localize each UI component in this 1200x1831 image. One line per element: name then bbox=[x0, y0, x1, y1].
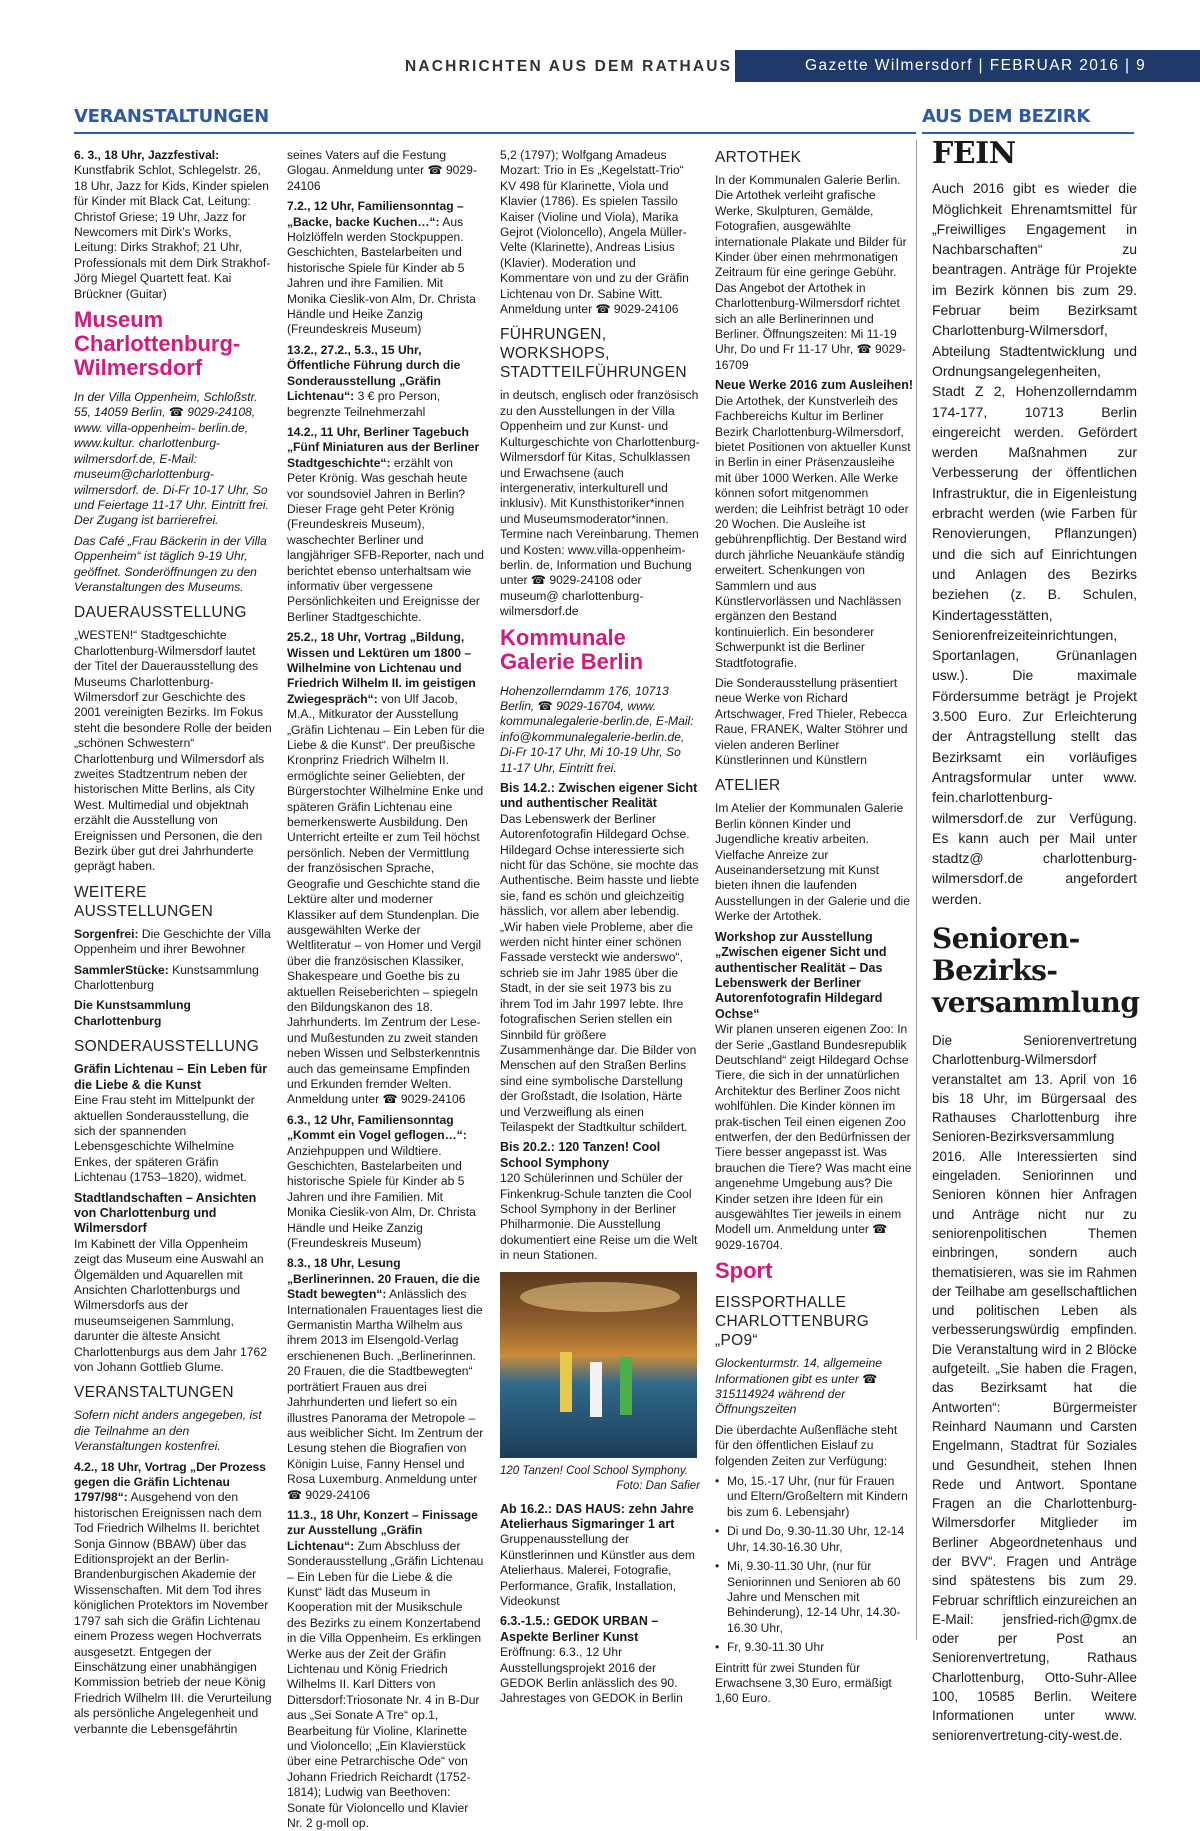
eintritt-text: Eintritt für zwei Stunden für Erwachsene 3,30 Euro, ermäßigt 1,60 Euro. bbox=[715, 1660, 892, 1706]
cafe-info: Das Café „Frau Bäckerin in der Villa Oppenheim“ ist täglich 9-19 Uhr, geöffnet. Sonderöffnungen zu den Veranstaltungen des Museums. bbox=[74, 533, 267, 594]
weitere-heading: WEITERE AUSSTELLUNGEN bbox=[74, 883, 214, 920]
event-item bbox=[287, 1256, 485, 1503]
sonder-text: Die Sonderausstellung präsentiert neue Werke von Richard Artschwager, Fred Thieler, Rebecca Raue, FRANEK, Walter Stöhrer und vielen anderen Berliner Künstlerinnen und Künstlern bbox=[715, 676, 908, 768]
neue-werke-text: Die Artothek, der Kunstverleih des Fachbereichs Kultur im Berliner Bezirk Charlottenburg-Wilmersdorf, bietet Positionen von aktueller Kunst in Berlin in einer Präsenzausleihe mit über 1000 Werken. Alle Werke können sofort mitgenommen werden; die Leihfrist beträgt 10 oder 20 Wochen. Die Ausleihe ist gebührenpflichtig. Der Bestand wird durch jährliche Neuankäufe ständig erweitert. Schenkungen von Sammlern und aus Künstlervorlässen und Nachlässen ergänzen den Bestand kontinuierlich. Ein besonderer Schwerpunkt ist die Berliner Stadtfotografie. bbox=[715, 393, 911, 670]
event-item bbox=[287, 1508, 485, 1831]
event-text: Anziehpuppen und Wildtiere. Geschichten, Bastelarbeiten und historische Spiele für Kinder ab 5 Jahren und ihre Familien. Mit Monika Cieslik-von Alm, Dr. Christa Händle und Heike Zanzig (Freundeskreis Museum) bbox=[287, 1143, 476, 1251]
column-2 bbox=[287, 148, 485, 1831]
galerie-info: Hohenzollerndamm 176, 10713 Berlin, ☎ 9029-16704, www. kommunalegalerie-berlin.de, E-Mail: info@kommunalegalerie-berlin.de, Di-Fr 10-17 Uhr, Mi 10-19 Uhr, So 11-17 Uhr, Eintritt frei. bbox=[500, 683, 694, 775]
artothek-heading: ARTOTHEK bbox=[715, 149, 802, 166]
sonder-text: Eine Frau steht im Mittelpunkt der aktuellen Sonderausstellung, die sich der spannenden Lebensgeschichte Wilhelmine Enkes, der späteren Gräfin Lichtenau (1753–1820), widmet. bbox=[74, 1093, 255, 1185]
event-jazz bbox=[74, 148, 272, 302]
event-vortrag bbox=[74, 1460, 272, 1737]
atelier-heading: ATELIER bbox=[715, 777, 781, 795]
weitere-text: Die Geschichte der Villa Oppenheim und ihrer Bewohner bbox=[74, 926, 271, 957]
exhibit-text: 120 Schülerinnen und Schüler der Finkenkrug-Schule tanzten die Cool School Symphony in der Berliner Philharmonie. Die Ausstellung dokumentiert eine Reise um die Welt in neun Stationen. bbox=[500, 1171, 698, 1263]
list-item: • Mi, 9.30-11.30 Uhr, (nur für Seniorinnen und Senioren ab 60 Jahre und Menschen mit Behinderung), 12-14 Uhr, 14.30-16.30 Uhr, bbox=[715, 1559, 913, 1636]
event-text: Aus Holzlöffeln werden Stockpuppen. Geschichten, Bastelarbeiten und historische Spiele für Kinder ab 5 Jahren und ihre Familien. Mit Monika Cieslik-von Alm, Dr. Christa Händle und Heike Zanzig (Freundeskreis Museum) bbox=[287, 214, 476, 337]
senioren-heading: Senioren-Bezirks-versammlung bbox=[932, 921, 1140, 1019]
veranstaltungen-note: Sofern nicht anders angegeben, ist die Teilnahme an den Veranstaltungen kostenfrei. bbox=[74, 1408, 262, 1454]
senioren-text: Die Seniorenvertretung Charlottenburg-Wilmersdorf veranstaltet am 13. April von 16 bis 18 Uhr, im Bürgersaal des Rathauses Charlottenburg ihre Senioren-Bezirksversammlung 2016. Alle Interessierten sind eingeladen. Seniorinnen und Senioren können hier Anfragen und Anträge nicht nur zu seniorenpolitischen Themen einbringen, sondern auch thematisieren, was sie im Rahmen der Teilhabe am gesellschaftlichen und politischen Leben als verbesserungswürdig empfinden. Die Veranstaltung wird in 2 Blöcke aufgeteilt. „Sie haben die Fragen, das Bezirksamt hat die Antworten“: Bürgermeister Reinhard Naumann und Carsten Engelmann, Stadtrat für Soziales und Gesundheit, stehen Ihnen Rede und Antwort. Spontane Fragen an die Charlottenburg-Wilmersdorfer Mitglieder im Berliner Abgeordnetenhaus und der BVV“. Fragen und Anträge sind spätestens bis zum 29. Februar schriftlich einzureichen an E-Mail: jensfried-rich@gmx.de oder per Post an Seniorenvertretung, Rathaus Charlottenburg, Otto-Suhr-Allee 100, 10585 Berlin. Weitere Informationen unter www. seniorenvertretung-city-west.de. bbox=[932, 1032, 1137, 1743]
workshop-heading: Workshop zur Ausstellung „Zwischen eigener Sicht und authentischer Realität – Das Lebenswerk der Berliner Autorenfotografin Hildegard Ochse“ bbox=[715, 929, 887, 1021]
exhibit-text: Ausstellungsprojekt 2016 der GEDOK Berlin anlässlich des 90. Jahrestages von GEDOK in Berlin bbox=[500, 1660, 683, 1706]
eissporthalle-text: Die überdachte Außenfläche steht für den öffentlichen Eislauf zu folgenden Zeiten zur Verfügung: bbox=[715, 1422, 898, 1468]
veranstaltungen-heading: VERANSTALTUNGEN bbox=[74, 1384, 234, 1402]
fuehrungen-text: in deutsch, englisch oder französisch zu den Ausstellungen in der Villa Oppenheim und zur Kunst- und Kulturgeschichte von Charlottenburg-Wilmersdorf für Kitas, Schulklassen und Erwachsene (auch intergenerativ, interkulturell und inklusiv). Mit Kunsthistoriker*innen und Museumsmoderator*innen. Termine nach Vereinbarung. Themen und Kosten: www.villa-oppenheim-berlin. de, Information und Buchung unter ☎ 9029-24108 oder museum@ charlottenburg-wilmersdorf.de bbox=[500, 388, 700, 619]
event-item bbox=[287, 343, 485, 420]
event-label: 13.2., 27.2., 5.3., 15 Uhr, Öffentliche Führung durch die Sonderausstellung „Gräfin Lichtenau“: bbox=[287, 342, 461, 404]
section-rule-right bbox=[922, 132, 1134, 134]
exhibit-text: Das Lebenswerk der Berliner Autorenfotografin Hildegard Ochse. Hildegard Ochse interessierte sich nicht für das Schöne, sie mochte das Authentische. Beim hasste und liebte sie, fand es schön und gleichzeitig hässlich, vor allem aber lebendig. „Wir haben viele Probleme, aber die werden nicht hinter einer schönen Fassade versteckt wie anderswo“, schrieb sie im Jahr 1985 über die Stadt, in der sie seit 1973 bis zu ihrem Tod im Jahr 1997 lebte. Ihre fotografischen Serien stellen ein Sinnbild für größere Zusammenhänge dar. Die Bilder von Menschen auf den Straßen Berlins sind eine symbolische Darstellung der Großstadt, die Isolation, Härte und Verzweiflung als einen Teilaspekt der Stadtkultur schildert. bbox=[500, 811, 699, 1134]
dauer-heading: DAUERAUSSTELLUNG bbox=[74, 604, 247, 622]
event-label: 6. 3., 18 Uhr, Jazzfestival: bbox=[74, 148, 220, 162]
section-label-left: VERANSTALTUNGEN bbox=[74, 106, 269, 127]
exhibit-title: Bis 20.2.: 120 Tanzen! Cool School Symphony bbox=[500, 1140, 661, 1170]
event-label: 8.3., 18 Uhr, Lesung „Berlinerinnen. 20 Frauen, die die Stadt bewegten“: bbox=[287, 1256, 480, 1302]
masthead bbox=[0, 50, 1200, 82]
publication-banner: Gazette Wilmersdorf | FEBRUAR 2016 | 9 bbox=[735, 50, 1200, 82]
event-text: seines Vaters auf die Festung Glogau. Anmeldung unter ☎ 9029-24106 bbox=[287, 148, 477, 193]
event-label: 14.2., 11 Uhr, Berliner Tagebuch „Fünf Miniaturen aus der Berliner Stadtgeschichte“: bbox=[287, 424, 480, 470]
dancer bbox=[560, 1352, 572, 1412]
event-item bbox=[287, 1113, 485, 1252]
exhibit-opening: Eröffnung: 6.3., 12 Uhr bbox=[500, 1645, 623, 1660]
sonder-heading: SONDERAUSSTELLUNG bbox=[74, 1038, 260, 1056]
exhibit-title: 6.3.-1.5.: GEDOK URBAN – Aspekte Berliner Kunst bbox=[500, 1614, 659, 1644]
event-item bbox=[287, 199, 485, 338]
column-3 bbox=[500, 148, 700, 1706]
photo-caption bbox=[500, 1464, 700, 1494]
event-text: Zum Abschluss der Sonderausstellung „Gräfin Lichtenau – Ein Leben für die Liebe & die Kunst“ lädt das Museum in Kooperation mit der Musikschule des Bezirks zu einem Konzertabend in die Villa Oppenheim. Es erklingen Werke aus der Zeit der Gräfin Lichtenau und König Friedrich Wilhelms II. Karl Ditters von Dittersdorf:Triosonate Nr. 4 in B-Dur aus „Sei Sonate A Tre“ op.1, Bearbeitung für Violine, Klarinette und Violoncello; „Ein Klavierstück über eine Petrarchische Ode“ von Johann Friedrich Reichardt (1752-1814); Ludwig van Beethoven: Sonate für Violoncello und Klavier Nr. 2 g-moll op. bbox=[287, 1538, 484, 1831]
section-label-right: AUS DEM BEZIRK bbox=[922, 106, 1091, 127]
atelier-text: Im Atelier der Kommunalen Galerie Berlin können Kinder und Jugendliche kreativ arbeiten. Vielfache Anreize zur Auseinandersetzung mit Kunst bieten ihnen die laufenden Ausstellungen in der Galerie und die Werke der Artothek. bbox=[715, 801, 910, 924]
list-item: • Fr, 9.30-11.30 Uhr bbox=[715, 1640, 913, 1655]
artothek-text: In der Kommunalen Galerie Berlin. Die Artothek verleiht grafische Werke, Skulpturen, Gemälde, Fotografien, ausgewählte internationale Plakate und Bilder für Kinder über einen mehrmonatigen Zeitraum für eine geringe Gebühr. Das Angebot der Artothek in Charlottenburg-Wilmersdorf richtet sich an alle Berlinerinnen und Berliner. Öffnungszeiten: Mi 11-19 Uhr, Do und Fr 11-17 Uhr, ☎ 9029-16709 bbox=[715, 173, 907, 372]
weitere-label: Sorgenfrei: bbox=[74, 926, 139, 941]
column-4 bbox=[715, 148, 913, 1706]
dancer bbox=[620, 1357, 632, 1415]
sonder-text: Im Kabinett der Villa Oppenheim zeigt das Museum eine Auswahl an Ölgemälden und Aquarellen mit Ansichten Charlottenburgs und Wilmersdorfs aus der museumseigenen Sammlung, darunter die älteste Ansicht Charlottenburgs aus dem Jahr 1762 von Johann Gottlieb Glume. bbox=[74, 1236, 267, 1374]
fein-heading: FEIN bbox=[932, 136, 1016, 171]
weitere-item bbox=[74, 927, 272, 958]
event-text: Anlässlich des Internationalen Frauentages liest die Germanistin Martha Wilhelm aus ihrem 2013 im Elsengold-Verlag erschienenen Buch. „Berlinerinnen. 20 Frauen, die die Stadtbewegten“ porträtiert Frauen aus drei Jahrhunderten und liefert so ein illustres Panorama der Metropole – aus weiblicher Sicht. Im Zentrum der Lesung stehen die Biografien von Königin Luise, Fanny Hensel und Rosa Luxemburg. Anmeldung unter ☎ 9029-24106 bbox=[287, 1287, 484, 1502]
caption-text: 120 Tanzen! Cool School Symphony. bbox=[500, 1464, 688, 1477]
neue-werke-heading: Neue Werke 2016 zum Ausleihen! bbox=[715, 378, 913, 393]
sonder-title: Stadtlandschaften – Ansichten von Charlottenburg und Wilmersdorf bbox=[74, 1190, 257, 1236]
event-label: 4.2., 18 Uhr, Vortrag „Der Prozess gegen die Gräfin Lichtenau 1797/98“: bbox=[74, 1459, 267, 1505]
eissporthalle-info: Glockenturmstr. 14, allgemeine Informationen gibt es unter ☎ 315114924 während der Öffnungszeiten bbox=[715, 1356, 882, 1417]
eissporthalle-heading: EISSPORTHALLE CHARLOTTENBURG „PO9“ bbox=[715, 1294, 870, 1350]
exhibit-title: Ab 16.2.: DAS HAUS: zehn Jahre Atelierhaus Sigmaringer 1 art bbox=[500, 1501, 694, 1531]
weitere-item bbox=[74, 963, 272, 994]
column-divider bbox=[916, 140, 917, 1640]
museum-info: In der Villa Oppenheim, Schloßstr. 55, 14059 Berlin, ☎ 9029-24108, www. villa-oppenheim- berlin.de, www.kultur. charlottenburg-wilmersdorf.de, E-Mail: museum@charlottenburg-wilmersdorf. de. Di-Fr 10-17 Uhr, So und Feiertage 11-17 Uhr. Eintritt frei. Der Zugang ist barrierefrei. bbox=[74, 390, 269, 528]
fuehrungen-heading: FÜHRUNGEN, WORKSHOPS, STADTTEILFÜHRUNGEN bbox=[500, 326, 687, 382]
event-label: 7.2., 12 Uhr, Familiensonntag – „Backe, backe Kuchen…“: bbox=[287, 199, 464, 229]
photo-credit: Foto: Dan Safier bbox=[616, 1479, 700, 1492]
dancer bbox=[590, 1362, 602, 1417]
stage-light bbox=[520, 1282, 680, 1312]
event-item bbox=[287, 425, 485, 625]
event-label: 11.3., 18 Uhr, Konzert – Finissage zur Ausstellung „Gräfin Lichtenau“: bbox=[287, 1507, 478, 1553]
dance-photo bbox=[500, 1272, 697, 1458]
event-label: 25.2., 18 Uhr, Vortrag „Bildung, Wissen und Lektüren um 1800 – Wilhelmine von Lichtenau und Friedrich Wilhelm II. im geistigen Zwiegespräch“: bbox=[287, 630, 476, 706]
exhibit-text: Gruppenausstellung der Künstlerinnen und Künstler aus dem Atelierhaus. Malerei, Fotografie, Performance, Grafik, Installation, Videokunst bbox=[500, 1532, 695, 1609]
fein-text: Auch 2016 gibt es wieder die Möglichkeit Ehrenamtsmittel für „Freiwilliges Engagement in Nachbarschaften“ zu beantragen. Anträge für Projekte im Bezirk können bis zum 29. Februar beim Bezirksamt Charlottenburg-Wilmersdorf, Abteilung Stadtentwicklung und Ordnungsangelegenheiten, Stadt Z 2, Hohenzollerndamm 174-177, 10713 Berlin eingereicht werden. Gefördert werden Maßnahmen zur Verbesserung der öffentlichen Infrastruktur, die in Eigenleistung erbracht werden (wie Farben für Renovierungen, Pflanzungen) und die sich auf Einrichtungen und Anlagen des Bezirks beziehen (z. B. Schulen, Kindertagesstätten, Seniorenfreizeiteinrichtungen, Sportanlagen, Grünanlagen usw.). Die maximale Fördersumme beträgt je Projekt 3.500 Euro. Zur Erleichterung der Antragstellung stellt das Bezirksamt ein vorläufiges Antragsformular unter www. fein.charlottenburg-wilmersdorf.de zur Verfügung. Es kann auch per Mail unter stadtz@ charlottenburg-wilmersdorf.de angefordert werden. bbox=[932, 180, 1137, 907]
dauer-text: „WESTEN!“ Stadtgeschichte Charlottenburg-Wilmersdorf lautet der Titel der Dauerausstellung des Museums Charlottenburg-Wilmersdorf zur Geschichte des 2001 vereinigten Bezirks. Im Fokus steht die besondere Rolle der beiden „schönen Schwestern“ Charlottenburg und Wilmersdorf als zweites Stadtzentrum neben der historischen Mitte Berlins, als City West. Multimedial und objektnah erzählt die Ausstellung von Ereignissen und Personen, die den Bezirk über gut drei Jahrhunderte geprägt haben. bbox=[74, 628, 272, 874]
exhibit-title: Bis 14.2.: Zwischen eigener Sicht und authentischer Realität bbox=[500, 781, 698, 811]
event-text: erzählt von Peter Krönig. Was geschah heute vor soundsoviel Jahren in Berlin? Dieser Frage geht Peter Krönig (Freundeskreis Museum), waschechter Berliner und langjähriger SFB-Reporter, nach und berichtet ebenso unterhaltsam wie informativ über vergessene Persönlichkeiten und Ereignisse der Berliner Stadtgeschichte. bbox=[287, 455, 484, 624]
event-item bbox=[287, 630, 485, 1108]
section-title: NACHRICHTEN AUS DEM RATHAUS bbox=[405, 58, 733, 75]
event-text: Ausgehend von den historischen Ereignissen nach dem Tod Friedrich Wilhelms II. berichtet Sonja Ginnow (BBAW) über das Editionsprojekt an der Berlin-Brandenburgischen Akademie der Wissenschaften. Mit dem Tod ihres königlichen Protektors im November 1797 sah sich die Gräfin Lichtenau einem Prozess wegen Hochverrats ausgesetzt. Entgegen der Einschätzung einer unabhängigen Kommission betrieb der neue König Friedrich Wilhelm III. die Verurteilung als persönliche Angelegenheit und verbannte die Lebensgefährtin bbox=[74, 1490, 272, 1736]
weitere-label: SammlerStücke: bbox=[74, 962, 169, 977]
column-1 bbox=[74, 148, 272, 1736]
section-rule-left bbox=[74, 132, 916, 134]
event-text: von Ulf Jacob, M.A., Mitkurator der Ausstellung „Gräfin Lichtenau – Ein Leben für die Liebe & die Kunst“. Der preußische Kronprinz Friedrich Wilhelm II. ermöglichte seiner Geliebten, der Bürgerstochter Wilhelmine Enke und späteren Gräfin Lichtenau eine bemerkenswerte Ausbildung. Den Unterricht erteilte er zum Teil höchst persönlich. Neben der Vermittlung der französischen Sprache, Geografie und Geschichte stand die Lektüre alter und moderner Klassiker auf dem Stundenplan. Die ausgewählten Werke der Weltliteratur – von Homer und Vergil über die französischen Klassiker, Shakespeare und Goethe bis zu aktuellen Reiseberichten – spiegeln den Bildungskanon des 18. Jahrhunderts. Im Zentrum der Lese- und Mußestunden zu zweit standen neben Wissen und Selbsterkenntnis auch das gemeinsame Empfinden und Erkunden fremder Welten. Anmeldung unter ☎ 9029-24106 bbox=[287, 691, 485, 1107]
column-5 bbox=[932, 136, 1140, 1743]
museum-heading: Museum Charlottenburg-Wilmersdorf bbox=[74, 307, 241, 381]
event-text: 5,2 (1797); Wolfgang Amadeus Mozart: Trio in Es „Kegelstatt-Trio“ KV 498 für Klarinette, Viola und Klavier (1786). Es spielen Tassilo Kaiser (Violine und Viola), Marika Gejrot (Violoncello), Angela Müller-Velte (Klarinette), Andreas Lisius (Klavier). Moderation und Kommentare von und zu der Gräfin Lichtenau von Dr. Sabine Witt. Anmeldung unter ☎ 9029-24106 bbox=[500, 148, 689, 317]
opening-times-list bbox=[715, 1474, 913, 1655]
event-text: 3 € pro Person, begrenzte Teilnehmerzahl bbox=[287, 389, 441, 419]
weitere-text: Kunstsammlung Charlottenburg bbox=[74, 962, 259, 993]
weitere-item: Die Kunstsammlung Charlottenburg bbox=[74, 998, 191, 1028]
sonder-title: Gräfin Lichtenau – Ein Leben für die Liebe & die Kunst bbox=[74, 1062, 268, 1092]
sport-heading: Sport bbox=[715, 1258, 773, 1284]
event-text: Kunstfabrik Schlot, Schlegelstr. 26, 18 Uhr, Jazz for Kids, Kinder spielen für Kinder mit Black Cat, Leitung: Christof Griese; 19 Uhr, Jazz for Newcomers mit Dirk’s Works, Leitung: Dirks Strakhof; 21 Uhr, Professionals mit dem Dirk Strakhof-Jörg Miegel Quartett feat. Kai Brückner (Guitar) bbox=[74, 163, 271, 301]
galerie-heading: Kommunale Galerie Berlin bbox=[500, 624, 644, 674]
workshop-text: Wir planen unseren eigenen Zoo: In der Serie „Gastland Bundesrepublik Deutschland“ zeigt Hildegard Ochse Tiere, die sich in der unnatürlichen Architektur des Berliner Zoos nicht wohlfühlen. Die Kinder können im prak-tischen Teil einen eigenen Zoo entwerfen, der den Bedürfnissen der Tiere besser angepasst ist. Was brauchen die Tiere? Was macht eine angenehme Umgebung aus? Die Kinder setzen ihre Ideen für ein ausgewähltes Tier jeweils in einem Modell um. Anmeldung unter ☎ 9029-16704. bbox=[715, 1022, 912, 1252]
list-item: • Di und Do, 9.30-11.30 Uhr, 12-14 Uhr, 14.30-16.30 Uhr, bbox=[715, 1524, 913, 1555]
list-item: • Mo, 15.-17 Uhr, (nur für Frauen und Eltern/Großeltern mit Kindern bis zum 6. Lebensjahr) bbox=[715, 1474, 913, 1520]
event-label: 6.3., 12 Uhr, Familiensonntag „Kommt ein Vogel geflogen…“: bbox=[287, 1112, 467, 1143]
